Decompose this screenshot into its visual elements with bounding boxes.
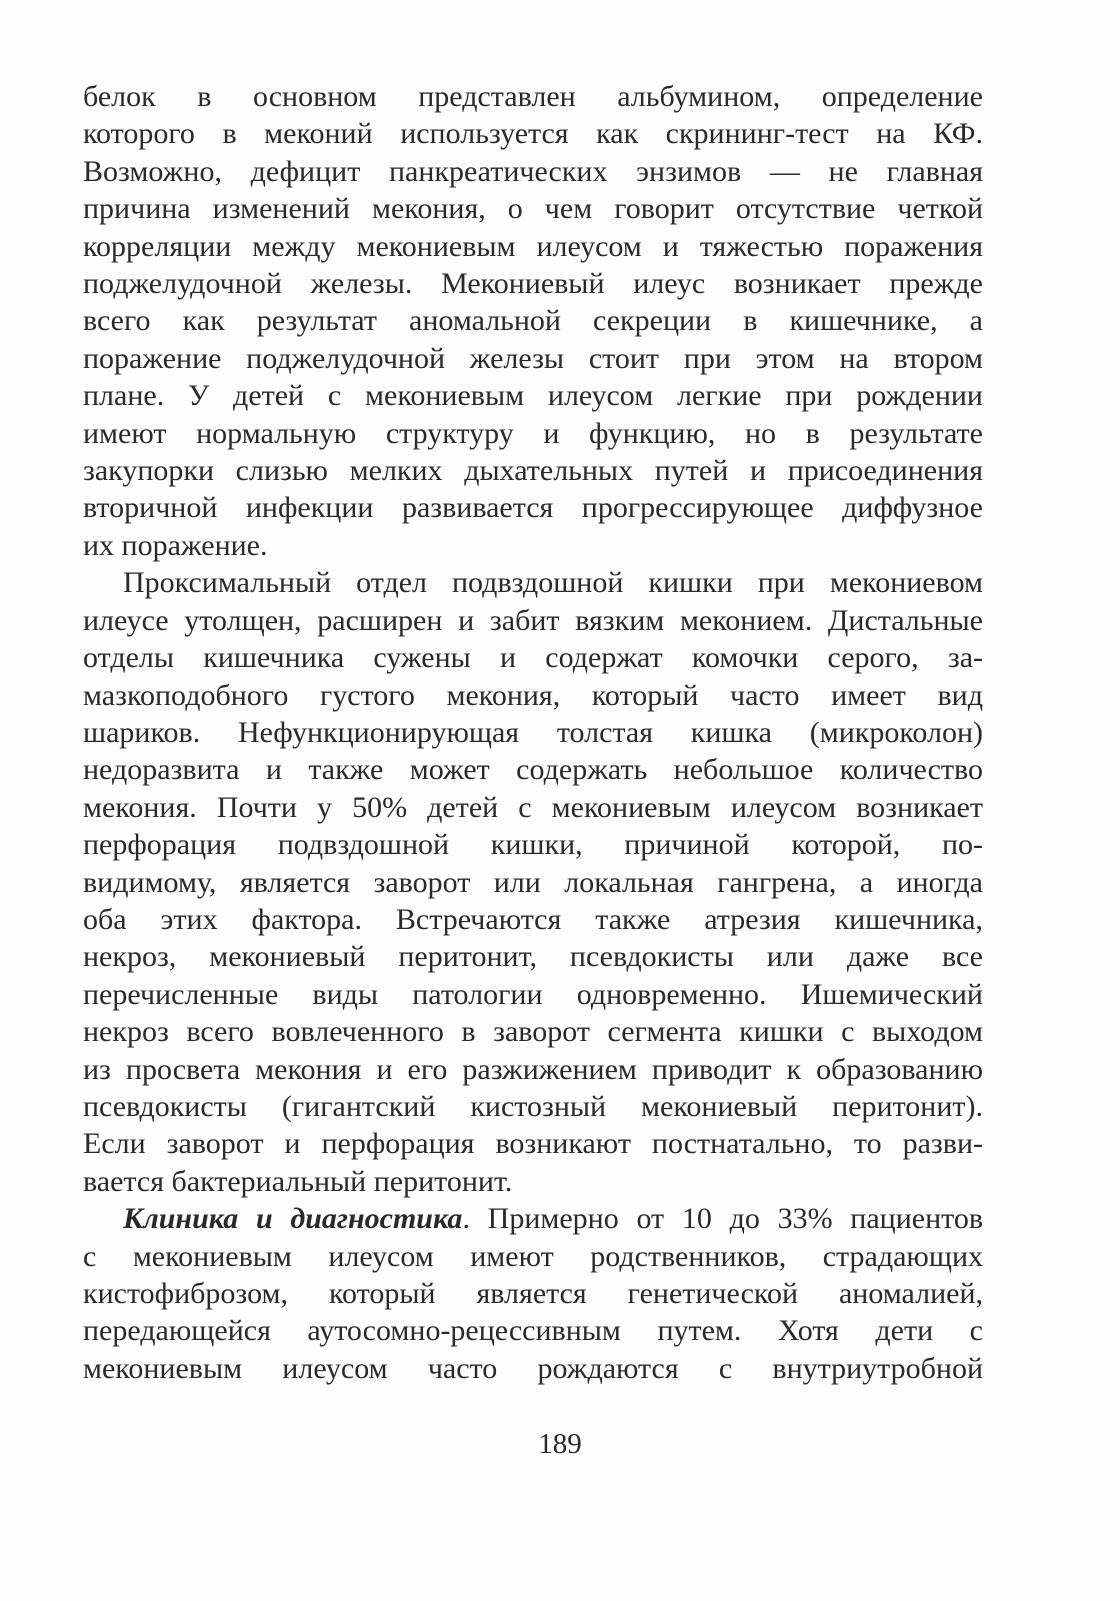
text-line: Проксимальный отдел подвздошной кишки при мекониевом xyxy=(123,566,983,600)
text-line: мекония. Почти у 50% детей с мекониевым илеусом возникает xyxy=(83,790,983,824)
text-line: илеусе утолщен, расширен и забит вязким меконием. Дистальные xyxy=(83,603,983,637)
text-line: плане. У детей с мекониевым илеусом легкие при рождении xyxy=(83,379,983,413)
text-line: псевдокисты (гигантский кистозный мекониевый перитонит). xyxy=(83,1089,983,1123)
text-line: вается бактериальный перитонит. xyxy=(83,1164,513,1198)
text-line: перечисленные виды патологии одновременно. Ишемический xyxy=(83,977,983,1011)
text-line: мекониевым илеусом часто рождаются с внутриутробной xyxy=(83,1351,983,1385)
text-line: с мекониевым илеусом имеют родственников, страдающих xyxy=(83,1239,983,1273)
text-line: белок в основном представлен альбумином, определение xyxy=(83,80,983,113)
text-line: некроз всего вовлеченного в заворот сегмента кишки с выходом xyxy=(83,1015,983,1049)
text-line: Если заворот и перфорация возникают постнатально, то разви- xyxy=(83,1127,983,1161)
text-line: из просвета мекония и его разжижением приводит к образованию xyxy=(83,1052,983,1086)
text-line: кистофиброзом, который является генетической аномалией, xyxy=(83,1277,983,1310)
text-line: оба этих фактора. Встречаются также атрезия кишечника, xyxy=(83,902,983,936)
paragraph-1 xyxy=(83,78,983,564)
text-line: недоразвита и также может содержать небольшое количество xyxy=(83,753,983,787)
text-line: их поражение. xyxy=(83,528,268,562)
text-line: перфорация подвздошной кишки, причиной которой, по- xyxy=(83,828,983,862)
text-line: всего как результат аномальной секреции в кишечнике, а xyxy=(83,304,983,338)
text-line: закупорки слизью мелких дыхательных путей и присоединения xyxy=(83,454,983,488)
text-line: поджелудочной железы. Мекониевый илеус возникает прежде xyxy=(83,267,983,301)
paragraph-3 xyxy=(83,1200,983,1387)
text-line: шариков. Нефункционирующая толстая кишка (микроколон) xyxy=(83,715,983,749)
text-line: видимому, является заворот или локальная гангрена, а иногда xyxy=(83,865,983,899)
text-line: передающейся аутосомно-рецессивным путем. Хотя дети с xyxy=(83,1314,983,1348)
text-line: корреляции между мекониевым илеусом и тяжестью поражения xyxy=(83,229,983,263)
text-line xyxy=(83,1200,983,1237)
text-line: которого в меконий используется как скрининг-тест на КФ. xyxy=(83,117,983,151)
paragraph-2 xyxy=(83,564,983,1200)
text-line: отделы кишечника сужены и содержат комочки серого, за- xyxy=(83,641,983,675)
text-line: некроз, мекониевый перитонит, псевдокисты или даже все xyxy=(83,940,983,974)
page-number: 189 xyxy=(538,1428,582,1460)
text-line: имеют нормальную структуру и функцию, но в результате xyxy=(83,416,983,450)
text-line: вторичной инфекции развивается прогрессирующее диффузное xyxy=(83,491,983,525)
text-line: причина изменений мекония, о чем говорит отсутствие четкой xyxy=(83,192,983,226)
text-line: поражение поджелудочной железы стоит при этом на втором xyxy=(83,341,983,375)
section-heading: Клиника и диагностика xyxy=(123,1202,463,1236)
text-line: мазкоподобного густого мекония, который часто имеет вид xyxy=(83,678,983,712)
text-line: Возможно, дефицит панкреатических энзимов — не главная xyxy=(83,154,983,188)
body-text xyxy=(83,78,983,1387)
text-fragment: . Примерно от 10 до 33% пациентов xyxy=(462,1202,983,1236)
